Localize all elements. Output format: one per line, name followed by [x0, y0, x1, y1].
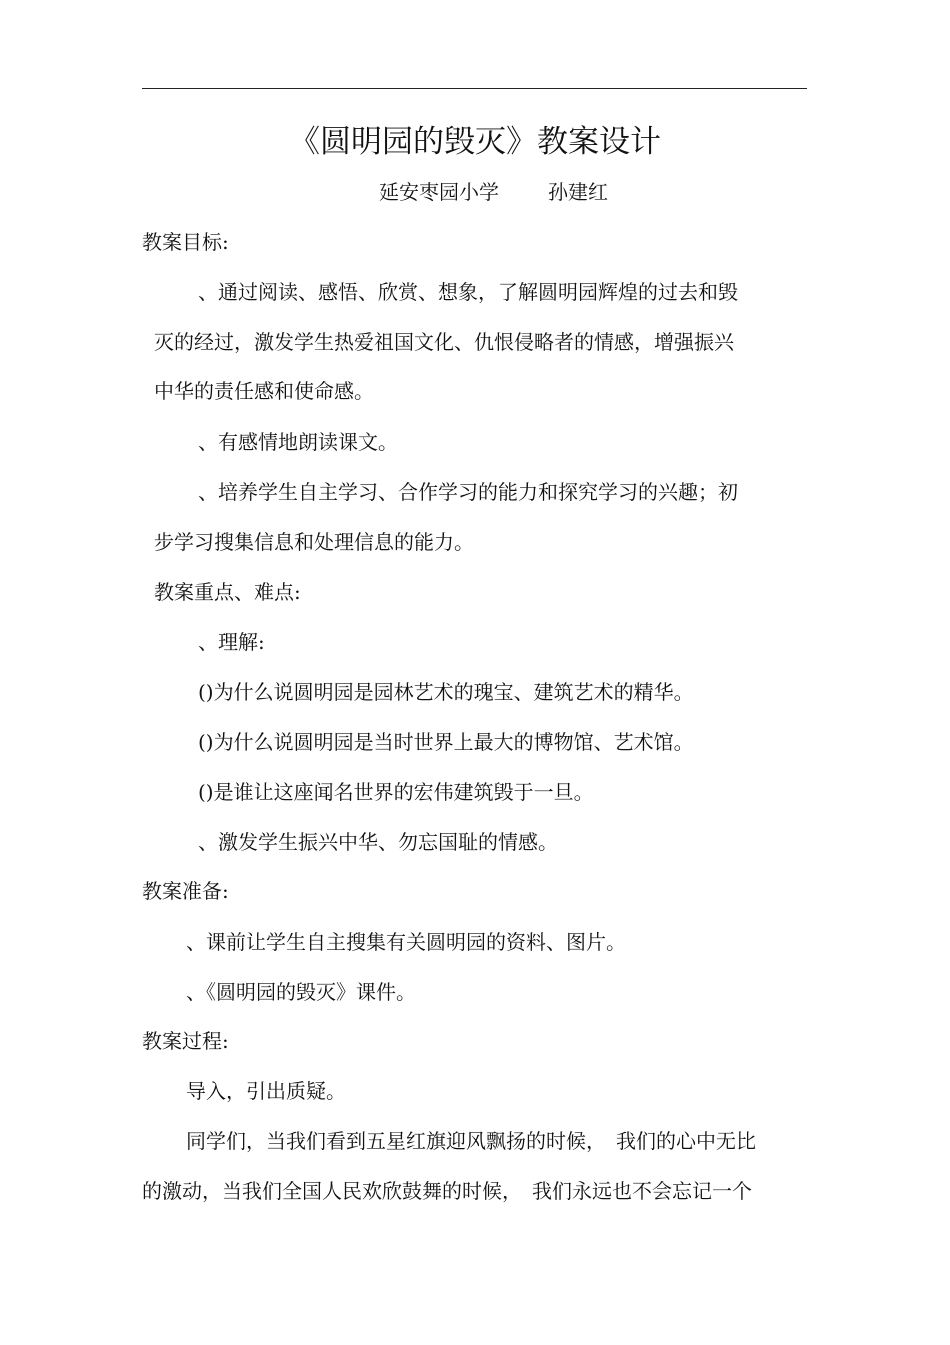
objective-line: 中华的责任感和使命感。: [154, 379, 374, 403]
school-name: 延安枣园小学: [379, 180, 499, 204]
preparation-line: 、《圆明园的毁灭》课件。: [186, 980, 416, 1004]
objective-line: 、有感情地朗读课文。: [198, 430, 398, 454]
objective-line: 步学习搜集信息和处理信息的能力。: [154, 530, 474, 554]
preparation-line: 、课前让学生自主搜集有关圆明园的资料、图片。: [186, 930, 626, 954]
key-point-line: 、理解:: [198, 630, 265, 654]
key-point-line: ()是谁让这座闻名世界的宏伟建筑毁于一旦。: [198, 780, 594, 804]
key-point-line: 、激发学生振兴中华、勿忘国耻的情感。: [198, 830, 558, 854]
key-point-line: ()为什么说圆明园是当时世界上最大的博物馆、艺术馆。: [198, 730, 694, 754]
process-line: 的激动，当我们全国人民欢欣鼓舞的时候， 我们永远也不会忘记一个: [142, 1179, 752, 1203]
section-heading-process: 教案过程:: [142, 1029, 229, 1053]
key-point-line: ()为什么说圆明园是园林艺术的瑰宝、建筑艺术的精华。: [198, 680, 694, 704]
section-heading-preparation: 教案准备:: [142, 879, 229, 903]
header-rule: [142, 88, 807, 89]
objective-line: 灭的经过，激发学生热爱祖国文化、仇恨侵略者的情感，增强振兴: [154, 330, 734, 354]
objective-line: 、培养学生自主学习、合作学习的能力和探究学习的兴趣；初: [198, 480, 738, 504]
process-line: 导入，引出质疑。: [186, 1079, 346, 1103]
author-name: 孙建红: [548, 180, 608, 204]
section-heading-objectives: 教案目标:: [142, 230, 229, 254]
document-title: 《圆明园的毁灭》教案设计: [289, 124, 661, 160]
objective-line: 、通过阅读、感悟、欣赏、想象，了解圆明园辉煌的过去和毁: [198, 280, 738, 304]
process-line: 同学们，当我们看到五星红旗迎风飘扬的时候， 我们的心中无比: [186, 1129, 756, 1153]
section-heading-key-points: 教案重点、难点:: [154, 580, 301, 604]
